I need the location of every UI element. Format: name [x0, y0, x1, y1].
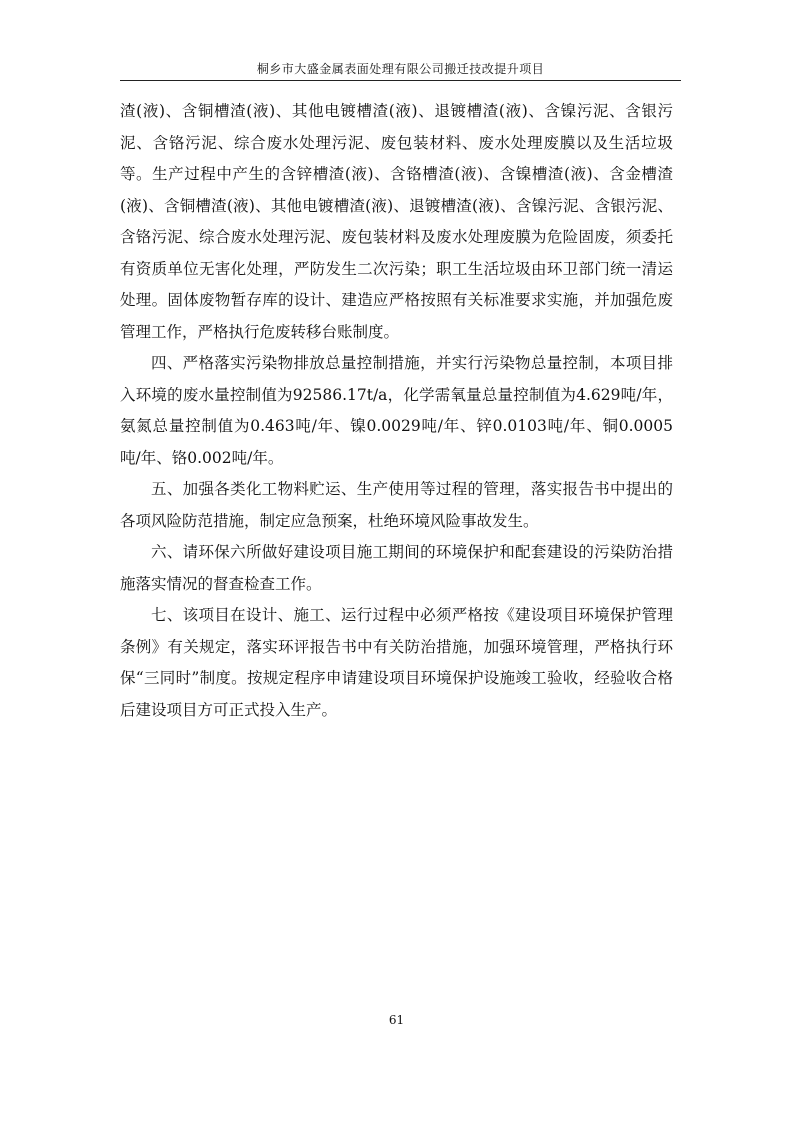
- page-header-title: 桐乡市大盛金属表面处理有限公司搬迁技改提升项目: [256, 62, 545, 76]
- paragraph-item-7-three-simultaneous: 七、该项目在设计、施工、运行过程中必须严格按《建设项目环境保护管理条例》有关规定，落实环评报告书中有关防治措施，加强环境管理，严格执行环保“三同时”制度。按规定程序申请建设项目环境保护设施竣工验收，经验收合格后建设项目方可正式投入生产。: [120, 606, 673, 719]
- document-body: [120, 96, 673, 726]
- header-divider: [120, 80, 681, 81]
- paragraph-item-4-total-emission-control: 四、严格落实污染物排放总量控制措施，并实行污染物总量控制，本项目排入环境的废水量控制值为92586.17t/a，化学需氧量总量控制值为4.629吨/年，氨氮总量控制值为0.463吨/年、镍0.0029吨/年、锌0.0103吨/年、铜0.0005吨/年、铬0.002吨/年。: [120, 354, 673, 467]
- page-number: 61: [388, 1013, 405, 1027]
- paragraph-item-6-supervision: 六、请环保六所做好建设项目施工期间的环境保护和配套建设的污染防治措施落实情况的督查检查工作。: [120, 543, 673, 593]
- paragraph-solid-waste-continued: 渣(液)、含铜槽渣(液)、其他电镀槽渣(液)、退镀槽渣(液)、含镍污泥、含银污泥、含铬污泥、综合废水处理污泥、废包装材料、废水处理废膜以及生活垃圾等。生产过程中产生的含锌槽渣(液)、含铬槽渣(液)、含镍槽渣(液)、含金槽渣(液)、含铜槽渣(液)、其他电镀槽渣(液)、退镀槽渣(液)、含镍污泥、含银污泥、含铬污泥、综合废水处理污泥、废包装材料及废水处理废膜为危险固废，须委托有资质单位无害化处理，严防发生二次污染；职工生活垃圾由环卫部门统一清运处理。固体废物暂存库的设计、建造应严格按照有关标准要求实施，并加强危废管理工作，严格执行危废转移台账制度。: [120, 102, 673, 341]
- paragraph-item-5-risk-prevention: 五、加强各类化工物料贮运、生产使用等过程的管理，落实报告书中提出的各项风险防范措施，制定应急预案，杜绝环境风险事故发生。: [120, 480, 673, 530]
